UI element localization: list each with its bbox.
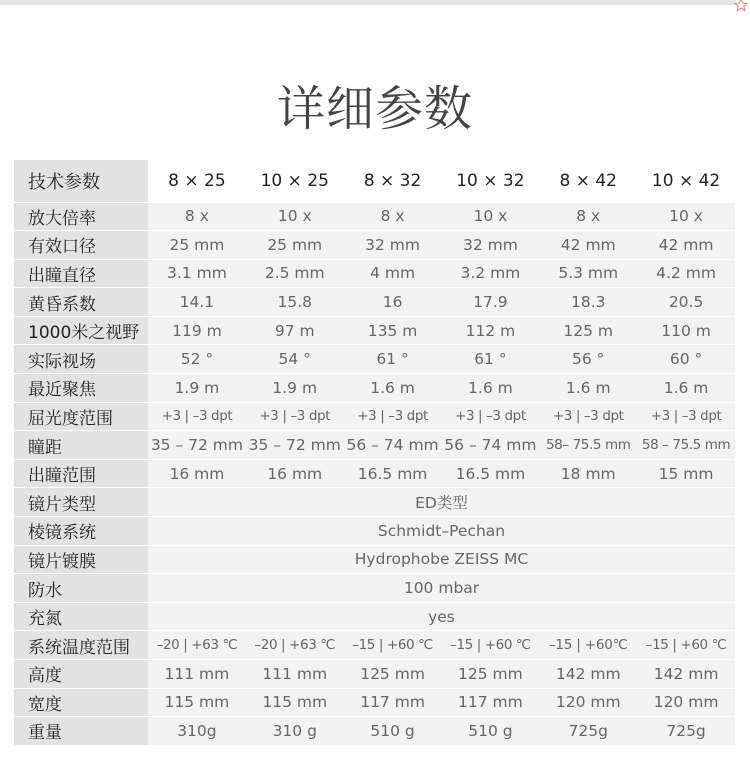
value-cell: 16 xyxy=(344,288,442,317)
value-cell: +3 | –3 dpt xyxy=(246,402,344,431)
value-cell: 10 x xyxy=(637,202,735,231)
model-header-cell: 10 × 32 xyxy=(441,160,539,202)
row-label: 1000米之视野 xyxy=(14,316,148,345)
value-cell: +3 | –3 dpt xyxy=(148,402,246,431)
model-header-cell: 8 × 42 xyxy=(539,160,637,202)
model-header-cell: 8 × 25 xyxy=(148,160,246,202)
value-cell: 510 g xyxy=(344,717,442,746)
value-cell: 97 m xyxy=(246,316,344,345)
row-label: 放大倍率 xyxy=(14,202,148,231)
spanned-value-cell: 100 mbar xyxy=(148,574,735,603)
value-cell: 115 mm xyxy=(246,688,344,717)
value-cell: 111 mm xyxy=(246,660,344,689)
value-cell: +3 | –3 dpt xyxy=(344,402,442,431)
value-cell: 112 m xyxy=(441,316,539,345)
value-cell: 32 mm xyxy=(344,231,442,260)
value-cell: 17.9 xyxy=(441,288,539,317)
value-cell: 3.1 mm xyxy=(148,259,246,288)
value-cell: 125 mm xyxy=(441,660,539,689)
value-cell: –15 | +60 ℃ xyxy=(344,631,442,660)
value-cell: 1.6 m xyxy=(539,374,637,403)
value-cell: 20.5 xyxy=(637,288,735,317)
value-cell: 10 x xyxy=(441,202,539,231)
value-cell: 35 – 72 mm xyxy=(148,431,246,460)
value-cell: 16.5 mm xyxy=(441,459,539,488)
value-cell: 4.2 mm xyxy=(637,259,735,288)
value-cell: 510 g xyxy=(441,717,539,746)
value-cell: 25 mm xyxy=(246,231,344,260)
value-cell: 125 m xyxy=(539,316,637,345)
row-label: 屈光度范围 xyxy=(14,402,148,431)
value-cell: 8 x xyxy=(148,202,246,231)
value-cell: 725g xyxy=(637,717,735,746)
value-cell: 16 mm xyxy=(246,459,344,488)
table-row xyxy=(14,688,735,717)
value-cell: +3 | –3 dpt xyxy=(539,402,637,431)
table-row xyxy=(14,488,735,517)
table-row xyxy=(14,431,735,460)
row-label: 镜片镀膜 xyxy=(14,545,148,574)
value-cell: 8 x xyxy=(344,202,442,231)
table-row xyxy=(14,202,735,231)
row-label: 出瞳范围 xyxy=(14,459,148,488)
value-cell: 125 mm xyxy=(344,660,442,689)
value-cell: 61 ° xyxy=(344,345,442,374)
table-row xyxy=(14,631,735,660)
value-cell: 3.2 mm xyxy=(441,259,539,288)
model-header-cell: 10 × 25 xyxy=(246,160,344,202)
value-cell: 135 m xyxy=(344,316,442,345)
value-cell: 725g xyxy=(539,717,637,746)
value-cell: 8 x xyxy=(539,202,637,231)
row-label: 防水 xyxy=(14,574,148,603)
table-row xyxy=(14,402,735,431)
value-cell: 115 mm xyxy=(148,688,246,717)
value-cell: 120 mm xyxy=(637,688,735,717)
value-cell: 310 g xyxy=(246,717,344,746)
value-cell: 61 ° xyxy=(441,345,539,374)
value-cell: 56 – 74 mm xyxy=(441,431,539,460)
value-cell: 56 ° xyxy=(539,345,637,374)
value-cell: 52 ° xyxy=(148,345,246,374)
table-row xyxy=(14,316,735,345)
table-row xyxy=(14,345,735,374)
table-row xyxy=(14,459,735,488)
value-cell: 58 – 75.5 mm xyxy=(637,431,735,460)
value-cell: 16 mm xyxy=(148,459,246,488)
value-cell: 1.6 m xyxy=(344,374,442,403)
value-cell: 117 mm xyxy=(441,688,539,717)
value-cell: 310g xyxy=(148,717,246,746)
value-cell: 18 mm xyxy=(539,459,637,488)
table-row xyxy=(14,660,735,689)
table-header-row xyxy=(14,160,735,202)
row-label: 最近聚焦 xyxy=(14,374,148,403)
value-cell: 32 mm xyxy=(441,231,539,260)
spanned-value-cell: Schmidt–Pechan xyxy=(148,517,735,546)
value-cell: 1.6 m xyxy=(637,374,735,403)
value-cell: –15 | +60 ℃ xyxy=(441,631,539,660)
value-cell: –15 | +60℃ xyxy=(539,631,637,660)
table-row xyxy=(14,259,735,288)
value-cell: 117 mm xyxy=(344,688,442,717)
row-label: 高度 xyxy=(14,660,148,689)
value-cell: –20 | +63 ℃ xyxy=(246,631,344,660)
value-cell: 42 mm xyxy=(539,231,637,260)
row-label: 系统温度范围 xyxy=(14,631,148,660)
table-row xyxy=(14,545,735,574)
value-cell: 2.5 mm xyxy=(246,259,344,288)
spanned-value-cell: Hydrophobe ZEISS MC xyxy=(148,545,735,574)
value-cell: 1.6 m xyxy=(441,374,539,403)
value-cell: 15.8 xyxy=(246,288,344,317)
row-label: 有效口径 xyxy=(14,231,148,260)
value-cell: 1.9 m xyxy=(148,374,246,403)
row-label: 宽度 xyxy=(14,688,148,717)
value-cell: 1.9 m xyxy=(246,374,344,403)
value-cell: 16.5 mm xyxy=(344,459,442,488)
spanned-value-cell: yes xyxy=(148,602,735,631)
table-row xyxy=(14,574,735,603)
row-label: 棱镜系统 xyxy=(14,517,148,546)
value-cell: –20 | +63 ℃ xyxy=(148,631,246,660)
value-cell: 35 – 72 mm xyxy=(246,431,344,460)
star-icon[interactable] xyxy=(734,0,748,12)
value-cell: 142 mm xyxy=(637,660,735,689)
table-row xyxy=(14,374,735,403)
value-cell: 54 ° xyxy=(246,345,344,374)
model-header-cell: 8 × 32 xyxy=(344,160,442,202)
value-cell: 14.1 xyxy=(148,288,246,317)
value-cell: 15 mm xyxy=(637,459,735,488)
table-row xyxy=(14,717,735,746)
row-label: 充氮 xyxy=(14,602,148,631)
value-cell: –15 | +60 ℃ xyxy=(637,631,735,660)
spanned-value-cell: ED类型 xyxy=(148,488,735,517)
value-cell: 119 m xyxy=(148,316,246,345)
row-label: 黄昏系数 xyxy=(14,288,148,317)
value-cell: 58– 75.5 mm xyxy=(539,431,637,460)
table-row xyxy=(14,288,735,317)
value-cell: 56 – 74 mm xyxy=(344,431,442,460)
top-divider-bar xyxy=(0,0,736,5)
value-cell: 110 m xyxy=(637,316,735,345)
page-title: 详细参数 xyxy=(276,81,473,137)
table-row xyxy=(14,602,735,631)
value-cell: 111 mm xyxy=(148,660,246,689)
row-label: 出瞳直径 xyxy=(14,259,148,288)
value-cell: +3 | –3 dpt xyxy=(637,402,735,431)
header-label: 技术参数 xyxy=(14,160,148,202)
value-cell: 18.3 xyxy=(539,288,637,317)
table-row xyxy=(14,517,735,546)
value-cell: 120 mm xyxy=(539,688,637,717)
value-cell: 4 mm xyxy=(344,259,442,288)
value-cell: 60 ° xyxy=(637,345,735,374)
value-cell: 25 mm xyxy=(148,231,246,260)
row-label: 实际视场 xyxy=(14,345,148,374)
spec-table xyxy=(14,160,735,746)
value-cell: 142 mm xyxy=(539,660,637,689)
row-label: 重量 xyxy=(14,717,148,746)
value-cell: +3 | –3 dpt xyxy=(441,402,539,431)
value-cell: 42 mm xyxy=(637,231,735,260)
table-row xyxy=(14,231,735,260)
value-cell: 10 x xyxy=(246,202,344,231)
row-label: 瞳距 xyxy=(14,431,148,460)
model-header-cell: 10 × 42 xyxy=(637,160,735,202)
row-label: 镜片类型 xyxy=(14,488,148,517)
value-cell: 5.3 mm xyxy=(539,259,637,288)
